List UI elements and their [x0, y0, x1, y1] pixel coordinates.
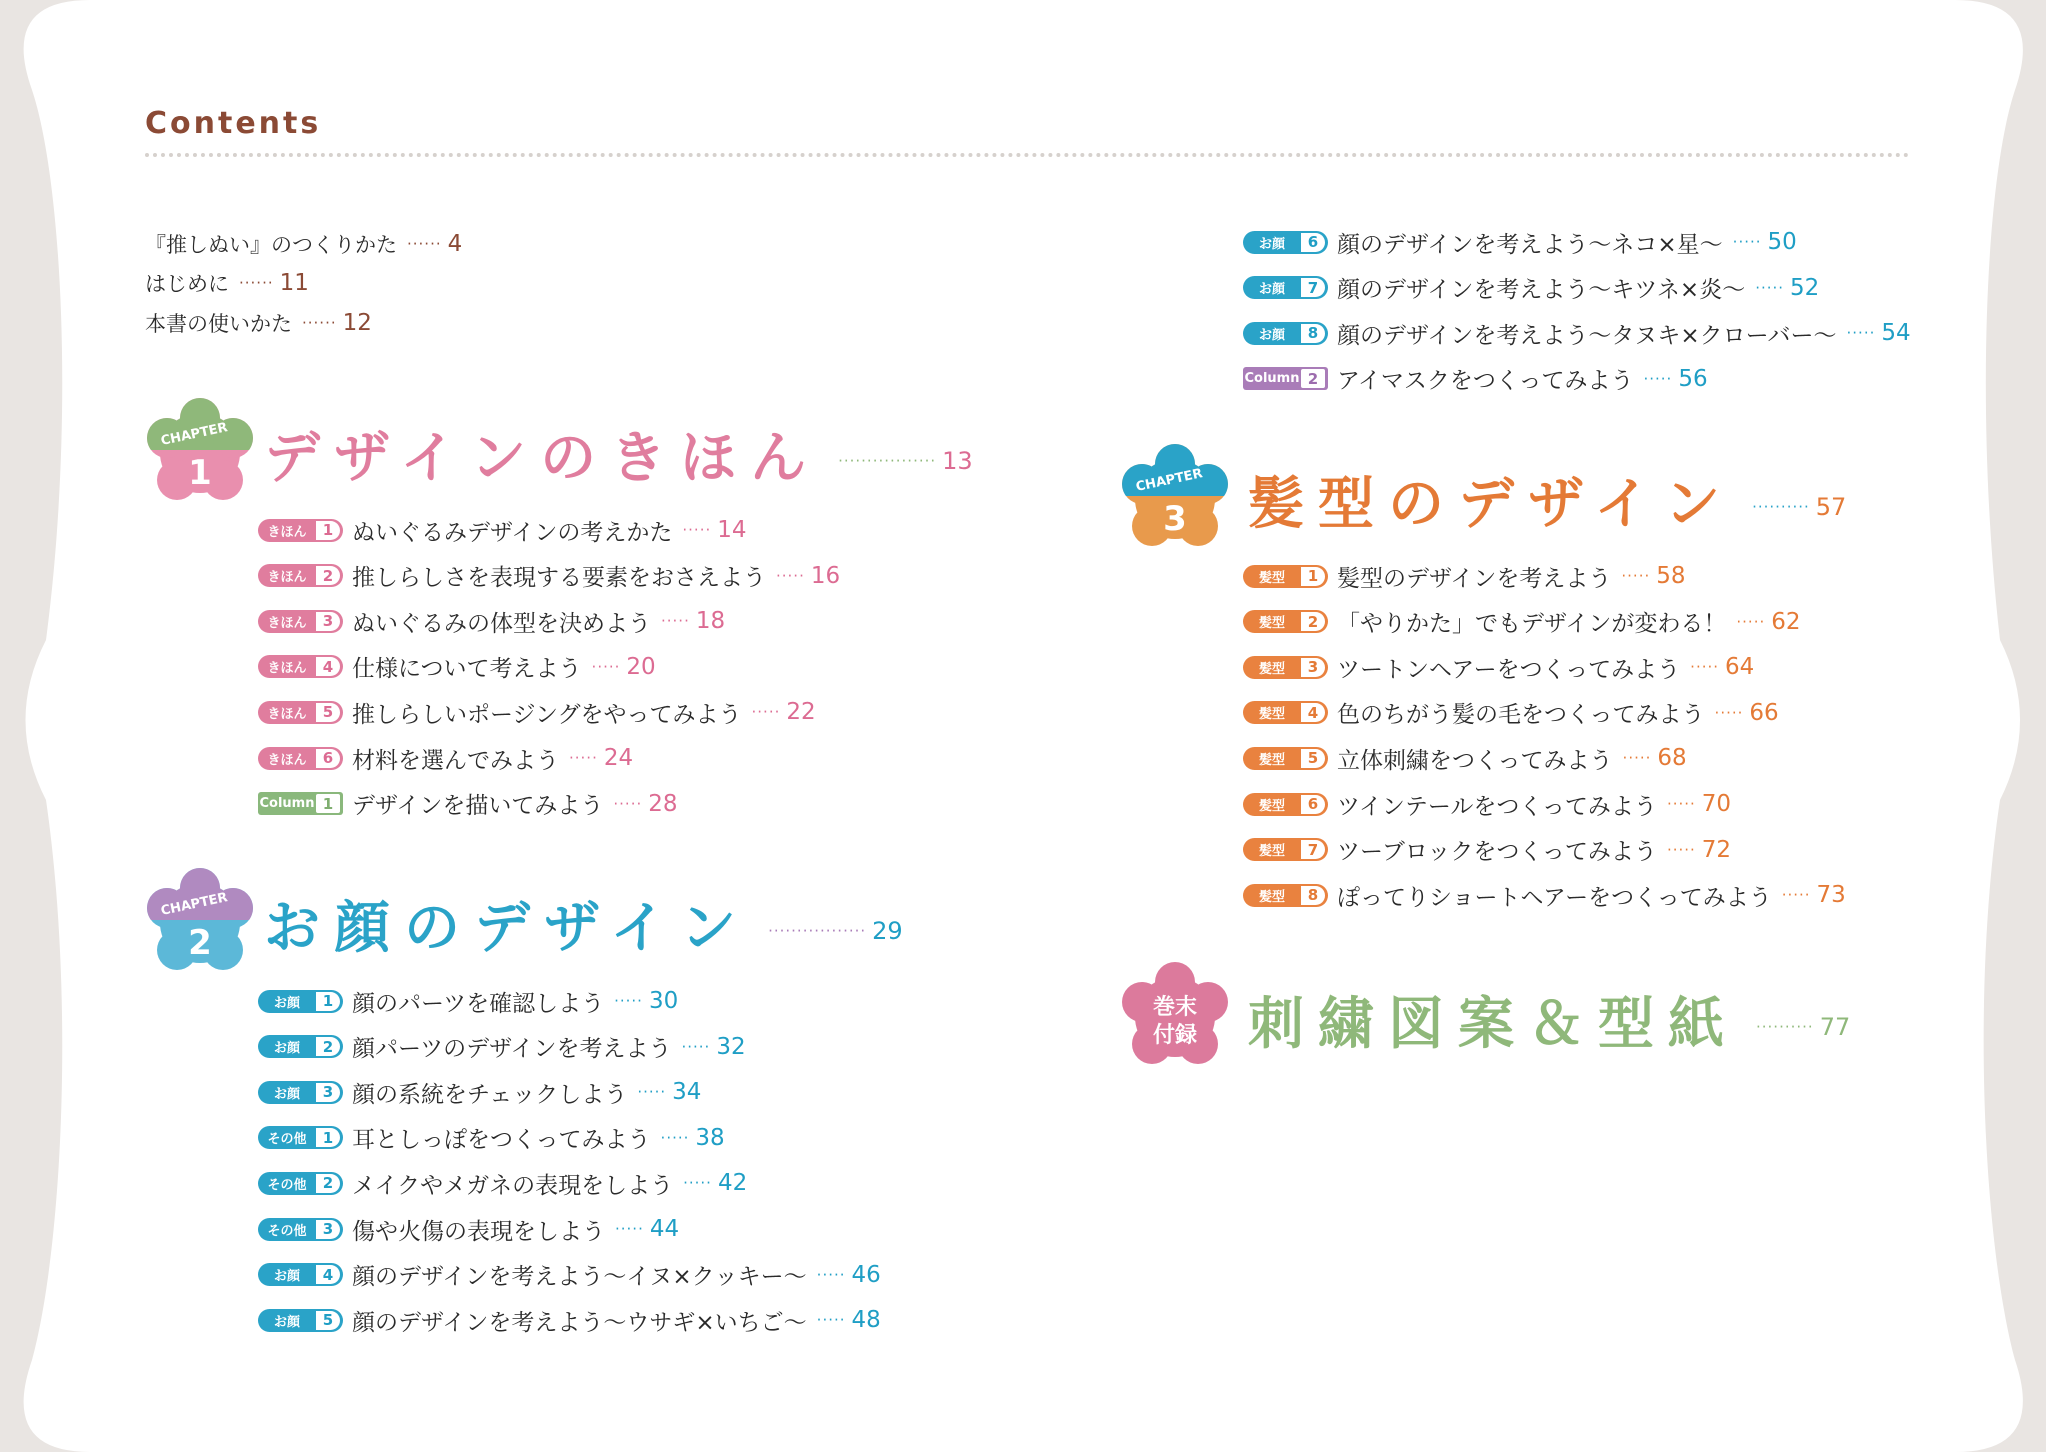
entry-label: 推しらしいポージングをやってみよう	[352, 701, 742, 728]
page-number: 44	[649, 1216, 680, 1242]
badge-number: 2	[1301, 612, 1325, 631]
badge-category: お顔	[273, 1269, 300, 1285]
leader-dots: ·················	[768, 922, 867, 940]
page-number: 73	[1816, 882, 1846, 909]
leader-dots: ·····	[1622, 749, 1652, 768]
category-badge	[1243, 610, 1328, 633]
entry-label: デザインを描いてみよう	[352, 793, 604, 820]
chapter-number: 3	[1163, 499, 1187, 539]
category-badge	[258, 564, 343, 587]
leader-dots: ·····	[614, 992, 643, 1010]
category-badge	[1243, 656, 1328, 679]
toc-entry[interactable]	[258, 1122, 725, 1154]
category-badge	[1243, 884, 1328, 907]
badge-category: お顔	[273, 1086, 300, 1102]
page-number: 46	[851, 1261, 881, 1288]
badge-number: 2	[316, 1037, 340, 1056]
category-badge	[258, 655, 343, 678]
entry-label: 顔のパーツを確認しよう	[352, 990, 605, 1017]
category-badge	[1243, 793, 1328, 816]
category-badge	[258, 1081, 343, 1104]
entry-label: 顔のデザインを考えよう～キツネ×炎～	[1337, 277, 1746, 304]
badge-number: 3	[316, 1083, 340, 1102]
page-number: 54	[1881, 320, 1911, 347]
category-badge	[258, 1263, 343, 1286]
badge-category: きほん	[267, 706, 307, 722]
toc-entry[interactable]	[1243, 651, 1754, 683]
leader-dots: ·····	[1755, 278, 1785, 297]
badge-category: お顔	[273, 1041, 300, 1057]
leader-dots: ·····	[776, 566, 805, 585]
category-badge	[258, 701, 343, 724]
leader-dots: ·····	[816, 1311, 846, 1330]
toc-entry[interactable]	[1243, 606, 1801, 638]
page-number: 14	[717, 517, 747, 543]
chapter-1-flower-badge	[145, 398, 255, 508]
toc-entry[interactable]	[1243, 788, 1731, 820]
entry-label: 顔のデザインを考えよう～タヌキ×クローバー～	[1337, 322, 1837, 349]
leader-dots: ······	[239, 274, 274, 292]
page-number: 70	[1701, 791, 1732, 817]
page-number: 57	[1815, 493, 1847, 521]
badge-number: 6	[1301, 795, 1325, 814]
badge-category: お顔	[273, 1314, 300, 1330]
badge-number: 3	[1301, 658, 1325, 677]
leader-dots: ·····	[569, 749, 598, 767]
leader-dots: ·····	[615, 1220, 644, 1238]
badge-number: 6	[316, 749, 340, 768]
chapter-word: CHAPTER	[159, 420, 229, 449]
chapter-word: CHAPTER	[159, 890, 229, 919]
entry-label: メイクやメガネの表現をしよう	[352, 1172, 674, 1199]
page-number: 29	[872, 917, 903, 945]
category-badge	[1243, 747, 1328, 770]
leader-dots: ·····	[1666, 795, 1696, 813]
toc-entry[interactable]	[258, 1213, 679, 1245]
page-number: 28	[648, 790, 678, 817]
entry-label: ツインテールをつくってみよう	[1337, 793, 1657, 820]
badge-number: 5	[316, 1311, 340, 1330]
category-badge	[1243, 231, 1328, 254]
intro-label: 本書の使いかた	[145, 312, 292, 336]
page-number: 42	[717, 1170, 748, 1197]
toc-entry[interactable]	[1243, 560, 1686, 592]
badge-category: きほん	[267, 524, 307, 540]
page-number: 18	[695, 608, 726, 635]
toc-entry[interactable]	[1243, 697, 1779, 729]
page-number: 11	[279, 270, 309, 296]
badge-category: 髪型	[1258, 661, 1285, 677]
entry-label: 推しらしさを表現する要素をおさえよう	[352, 565, 766, 592]
toc-entry[interactable]	[258, 1167, 747, 1199]
page-number: 12	[342, 310, 372, 336]
category-badge	[258, 1309, 343, 1332]
page-number: 50	[1767, 229, 1797, 255]
entry-label: 仕様について考えよう	[352, 656, 582, 683]
badge-number: 3	[316, 612, 340, 631]
page-number: 32	[716, 1033, 746, 1060]
chapter-number: 2	[188, 923, 212, 963]
category-badge	[1243, 367, 1328, 390]
toc-entry[interactable]	[258, 605, 725, 637]
badge-category: お顔	[273, 995, 300, 1011]
category-badge	[258, 1126, 343, 1149]
badge-number: 8	[1301, 886, 1325, 905]
page-number: 48	[851, 1307, 881, 1334]
leader-dots: ·····	[816, 1265, 846, 1284]
intro-item[interactable]	[145, 229, 462, 259]
badge-category: お顔	[1258, 327, 1285, 343]
badge-category: お顔	[1258, 282, 1285, 298]
page-number: 58	[1656, 563, 1686, 589]
entry-label: ツートンヘアーをつくってみよう	[1337, 656, 1681, 683]
leader-dots: ·····	[591, 657, 621, 676]
category-badge	[1243, 838, 1328, 861]
page-number: 13	[942, 447, 973, 475]
leader-dots: ··········	[1752, 498, 1810, 516]
toc-entry[interactable]	[258, 696, 816, 728]
intro-item[interactable]	[145, 268, 309, 298]
badge-number: 1	[316, 794, 340, 813]
toc-entry[interactable]	[258, 1031, 746, 1063]
badge-category: 髪型	[1258, 889, 1285, 905]
page-number: 66	[1749, 699, 1779, 726]
category-badge	[1243, 322, 1328, 345]
appendix-title: 刺繍図案＆型紙	[1248, 992, 1738, 1057]
badge-category: Column	[259, 796, 315, 812]
leader-dots: ·····	[1621, 567, 1651, 585]
toc-entry[interactable]	[258, 514, 747, 546]
toc-entry[interactable]	[1243, 226, 1797, 258]
entry-label: ぬいぐるみデザインの考えかた	[352, 519, 673, 546]
page-number: 20	[626, 653, 656, 680]
toc-entry[interactable]	[258, 788, 678, 820]
badge-number: 4	[316, 657, 340, 676]
page-number: 52	[1790, 274, 1820, 301]
badge-category: その他	[267, 1223, 307, 1239]
leader-dots: ·····	[682, 521, 712, 539]
toc-entry[interactable]	[258, 742, 633, 774]
entry-label: 顔のデザインを考えよう～イヌ×クッキー～	[352, 1264, 807, 1291]
category-badge	[1243, 276, 1328, 299]
badge-category: Column	[1244, 371, 1300, 387]
badge-category: 髪型	[1258, 570, 1285, 586]
page-number: 34	[672, 1079, 702, 1106]
toc-entry[interactable]	[1243, 834, 1731, 866]
category-badge	[258, 1218, 343, 1241]
entry-label: 顔パーツのデザインを考えよう	[352, 1036, 672, 1063]
badge-category: きほん	[267, 661, 307, 677]
entry-label: 顔のデザインを考えよう～ウサギ×いちご～	[352, 1309, 807, 1336]
chapter-title: お顔のデザイン	[264, 896, 751, 961]
appendix-heading[interactable]	[1248, 980, 1850, 1060]
badge-number: 1	[316, 521, 340, 540]
appendix-badge-line1: 巻末	[1152, 995, 1198, 1020]
leader-dots: ·····	[1732, 233, 1762, 251]
page-number: 4	[447, 231, 463, 257]
page-number: 16	[810, 562, 841, 589]
entry-label: 材料を選んでみよう	[352, 747, 559, 774]
badge-number: 2	[316, 1174, 340, 1193]
chapter-title: 髪型のデザイン	[1248, 472, 1735, 537]
badge-number: 2	[1301, 369, 1325, 388]
category-badge	[258, 1035, 343, 1058]
category-badge	[1243, 565, 1328, 588]
chapter-1-heading[interactable]	[264, 414, 973, 494]
category-badge	[1243, 701, 1328, 724]
intro-label: 『推しぬい』のつくりかた	[145, 233, 397, 257]
badge-number: 1	[316, 1128, 340, 1147]
entry-label: ぬいぐるみの体型を決めよう	[352, 610, 651, 637]
page-number: 24	[603, 745, 634, 771]
badge-category: 髪型	[1258, 752, 1285, 768]
leader-dots: ·····	[1846, 324, 1876, 343]
entry-label: 髪型のデザインを考えよう	[1337, 565, 1612, 592]
toc-entry[interactable]	[258, 651, 656, 683]
leader-dots: ·····	[681, 1037, 711, 1056]
badge-category: きほん	[267, 615, 307, 631]
category-badge	[258, 990, 343, 1013]
badge-number: 7	[1301, 840, 1325, 859]
entry-label: 顔のデザインを考えよう～ネコ×星～	[1337, 231, 1723, 258]
leader-dots: ·····	[683, 1174, 712, 1193]
leader-dots: ·····	[1781, 886, 1811, 905]
entry-label: 顔の系統をチェックしよう	[352, 1081, 628, 1108]
page-number: 56	[1678, 365, 1708, 392]
leader-dots: ·····	[1714, 703, 1744, 722]
badge-number: 1	[1301, 567, 1325, 586]
badge-number: 4	[316, 1265, 340, 1284]
chapter-2-heading[interactable]	[264, 884, 903, 964]
intro-item[interactable]	[145, 308, 372, 338]
chapter-number: 1	[188, 453, 212, 493]
leader-dots: ·····	[1643, 369, 1673, 388]
toc-entry[interactable]	[1243, 272, 1819, 304]
chapter-2-flower-badge	[145, 868, 255, 978]
toc-entry[interactable]	[1243, 363, 1708, 395]
intro-label: はじめに	[145, 272, 229, 296]
page-number: 62	[1771, 608, 1801, 635]
page-number: 38	[695, 1124, 725, 1151]
leader-dots: ·····	[637, 1083, 667, 1102]
badge-category: お顔	[1258, 236, 1285, 252]
badge-number: 5	[1301, 749, 1325, 768]
badge-number: 5	[316, 703, 340, 722]
category-badge	[258, 747, 343, 770]
chapter-title: デザインのきほん	[264, 426, 821, 491]
category-badge	[258, 519, 343, 542]
leader-dots: ·····	[1666, 840, 1696, 859]
chapter-word: CHAPTER	[1134, 466, 1204, 495]
badge-category: その他	[267, 1132, 307, 1148]
toc-entry[interactable]	[258, 1076, 701, 1108]
leader-dots: ·················	[838, 452, 937, 470]
toc-entry[interactable]	[1243, 879, 1846, 911]
page-number: 77	[1819, 1013, 1851, 1041]
chapter-3-heading[interactable]	[1248, 460, 1846, 540]
badge-number: 8	[1301, 324, 1325, 343]
badge-category: 髪型	[1258, 707, 1285, 723]
appendix-badge-line2: 付録	[1152, 1023, 1198, 1048]
title-divider	[145, 153, 1910, 157]
leader-dots: ·····	[613, 794, 643, 813]
leader-dots: ·····	[1736, 612, 1766, 631]
chapter-3-flower-badge	[1120, 444, 1230, 554]
page-number: 30	[648, 988, 679, 1014]
badge-category: きほん	[267, 570, 307, 586]
toc-entry[interactable]	[258, 560, 840, 592]
toc-entry[interactable]	[258, 1304, 881, 1336]
category-badge	[258, 610, 343, 633]
badge-category: 髪型	[1258, 616, 1285, 632]
appendix-flower-badge	[1120, 962, 1230, 1072]
entry-label: 立体刺繍をつくってみよう	[1337, 747, 1613, 774]
badge-number: 2	[316, 566, 340, 585]
entry-label: 色のちがう髪の毛をつくってみよう	[1337, 702, 1705, 729]
leader-dots: ··········	[1756, 1018, 1814, 1036]
entry-label: 「やりかた」でもデザインが変わる！	[1337, 611, 1727, 638]
leader-dots: ·····	[751, 703, 781, 722]
badge-category: 髪型	[1258, 844, 1285, 860]
entry-label: アイマスクをつくってみよう	[1337, 368, 1634, 395]
entry-label: 傷や火傷の表現をしよう	[352, 1218, 605, 1245]
toc-entry[interactable]	[258, 985, 678, 1017]
badge-category: きほん	[267, 752, 307, 768]
page-number: 68	[1657, 745, 1687, 772]
page-title: Contents	[145, 106, 322, 141]
toc-entry[interactable]	[1243, 317, 1911, 349]
badge-category: その他	[267, 1177, 307, 1193]
leader-dots: ·····	[661, 612, 690, 631]
leader-dots: ······	[302, 314, 337, 332]
badge-number: 7	[1301, 278, 1325, 297]
badge-number: 1	[316, 992, 340, 1011]
entry-label: 耳としっぽをつくってみよう	[352, 1127, 651, 1154]
badge-number: 6	[1301, 233, 1325, 252]
badge-category: 髪型	[1258, 798, 1285, 814]
badge-number: 3	[316, 1220, 340, 1239]
leader-dots: ······	[407, 235, 442, 253]
entry-label: ぽってりショートヘアーをつくってみよう	[1337, 884, 1772, 911]
leader-dots: ·····	[1690, 658, 1720, 677]
toc-entry[interactable]	[258, 1259, 881, 1291]
category-badge	[258, 1172, 343, 1195]
toc-entry[interactable]	[1243, 742, 1687, 774]
page-number: 64	[1725, 654, 1755, 681]
page-number: 22	[786, 699, 816, 726]
leader-dots: ·····	[660, 1128, 690, 1147]
page-number: 72	[1701, 836, 1732, 863]
badge-number: 4	[1301, 703, 1325, 722]
entry-label: ツーブロックをつくってみよう	[1337, 839, 1657, 866]
category-badge	[258, 792, 343, 815]
